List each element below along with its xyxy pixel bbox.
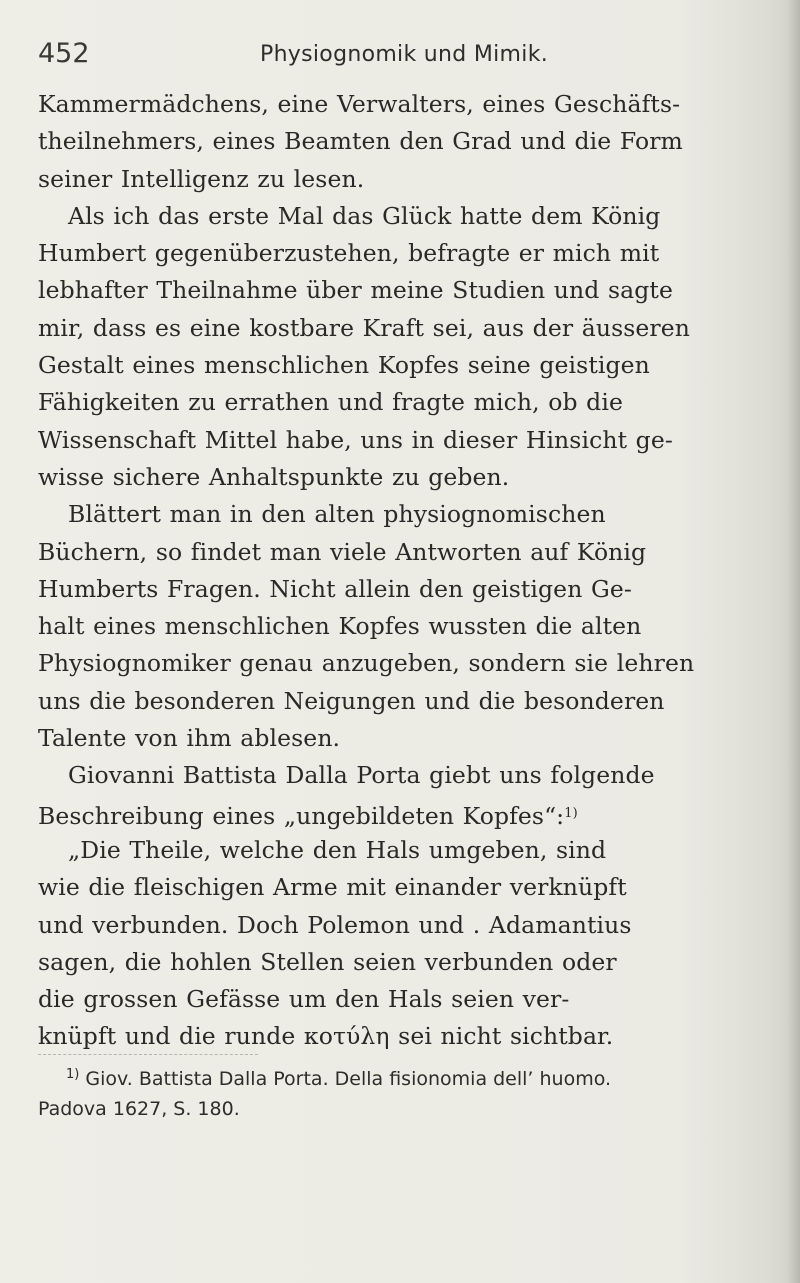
text-line: und verbunden. Doch Polemon und . Adamantius <box>38 910 632 939</box>
footnote-reference: 1) <box>564 805 578 821</box>
text-line: Gestalt eines menschlichen Kopfes seine geistigen <box>38 351 650 380</box>
text-line: mir, dass es eine kostbare Kraft sei, aus der äusseren <box>38 313 690 342</box>
footnote-line: Padova 1627, S. 180. <box>38 1098 240 1120</box>
text-line: die grossen Gefässe um den Hals seien ver- <box>38 985 570 1014</box>
text-line-content: Beschreibung eines „ungebildeten Kopfes“: <box>38 801 565 830</box>
running-head: Physiognomik und Mimik. <box>260 42 549 67</box>
text-line: Kammermädchens, eine Verwalters, eines Geschäfts- <box>38 90 681 118</box>
text-line: lebhafter Theilnahme über meine Studien und sagte <box>38 276 673 305</box>
text-line: wie die fleischigen Arme mit einander verknüpft <box>38 873 627 902</box>
text-line: Fähigkeiten zu errathen und fragte mich, ob die <box>38 388 623 417</box>
footnote-text: Giov. Battista Dalla Porta. Della fisionomia dell’ huomo. <box>85 1068 612 1090</box>
footnote <box>38 1060 758 1124</box>
text-line: sagen, die hohlen Stellen seien verbunden oder <box>38 947 617 976</box>
text-line: Wissenschaft Mittel habe, uns in dieser Hinsicht ge- <box>38 425 673 454</box>
text-line: wisse sichere Anhaltspunkte zu geben. <box>38 462 510 491</box>
footnote-divider <box>38 1054 258 1055</box>
text-line: seiner Intelligenz zu lesen. <box>38 164 365 193</box>
text-line: Büchern, so findet man viele Antworten auf König <box>38 537 647 566</box>
text-line: Talente von ihm ablesen. <box>38 724 341 753</box>
text-line: Physiognomiker genau anzugeben, sondern sie lehren <box>38 649 695 678</box>
text-line: Humberts Fragen. Nicht allein den geistigen Ge- <box>38 574 632 603</box>
footnote-marker: 1) <box>66 1067 80 1082</box>
text-line: „Die Theile, welche den Hals umgeben, sind <box>68 835 607 864</box>
page-header <box>38 38 758 78</box>
page-edge-shadow <box>786 0 800 1283</box>
footnote-line <box>38 1060 758 1094</box>
page-number: 452 <box>38 38 90 69</box>
text-line: uns die besonderen Neigungen und die besonderen <box>38 686 665 715</box>
body-text <box>38 86 770 1056</box>
text-line: Blättert man in den alten physiognomischen <box>68 500 606 529</box>
text-line: halt eines menschlichen Kopfes wussten die alten <box>38 612 642 641</box>
text-line: Humbert gegenüberzustehen, befragte er mich mit <box>38 239 660 268</box>
text-line: Giovanni Battista Dalla Porta giebt uns folgende <box>68 761 655 790</box>
text-line: theilnehmers, eines Beamten den Grad und die Form <box>38 127 683 156</box>
text-line: knüpft und die runde κοτύλη sei nicht sichtbar. <box>38 1022 614 1051</box>
text-line: Als ich das erste Mal das Glück hatte dem König <box>68 201 661 230</box>
text-line <box>38 795 770 832</box>
